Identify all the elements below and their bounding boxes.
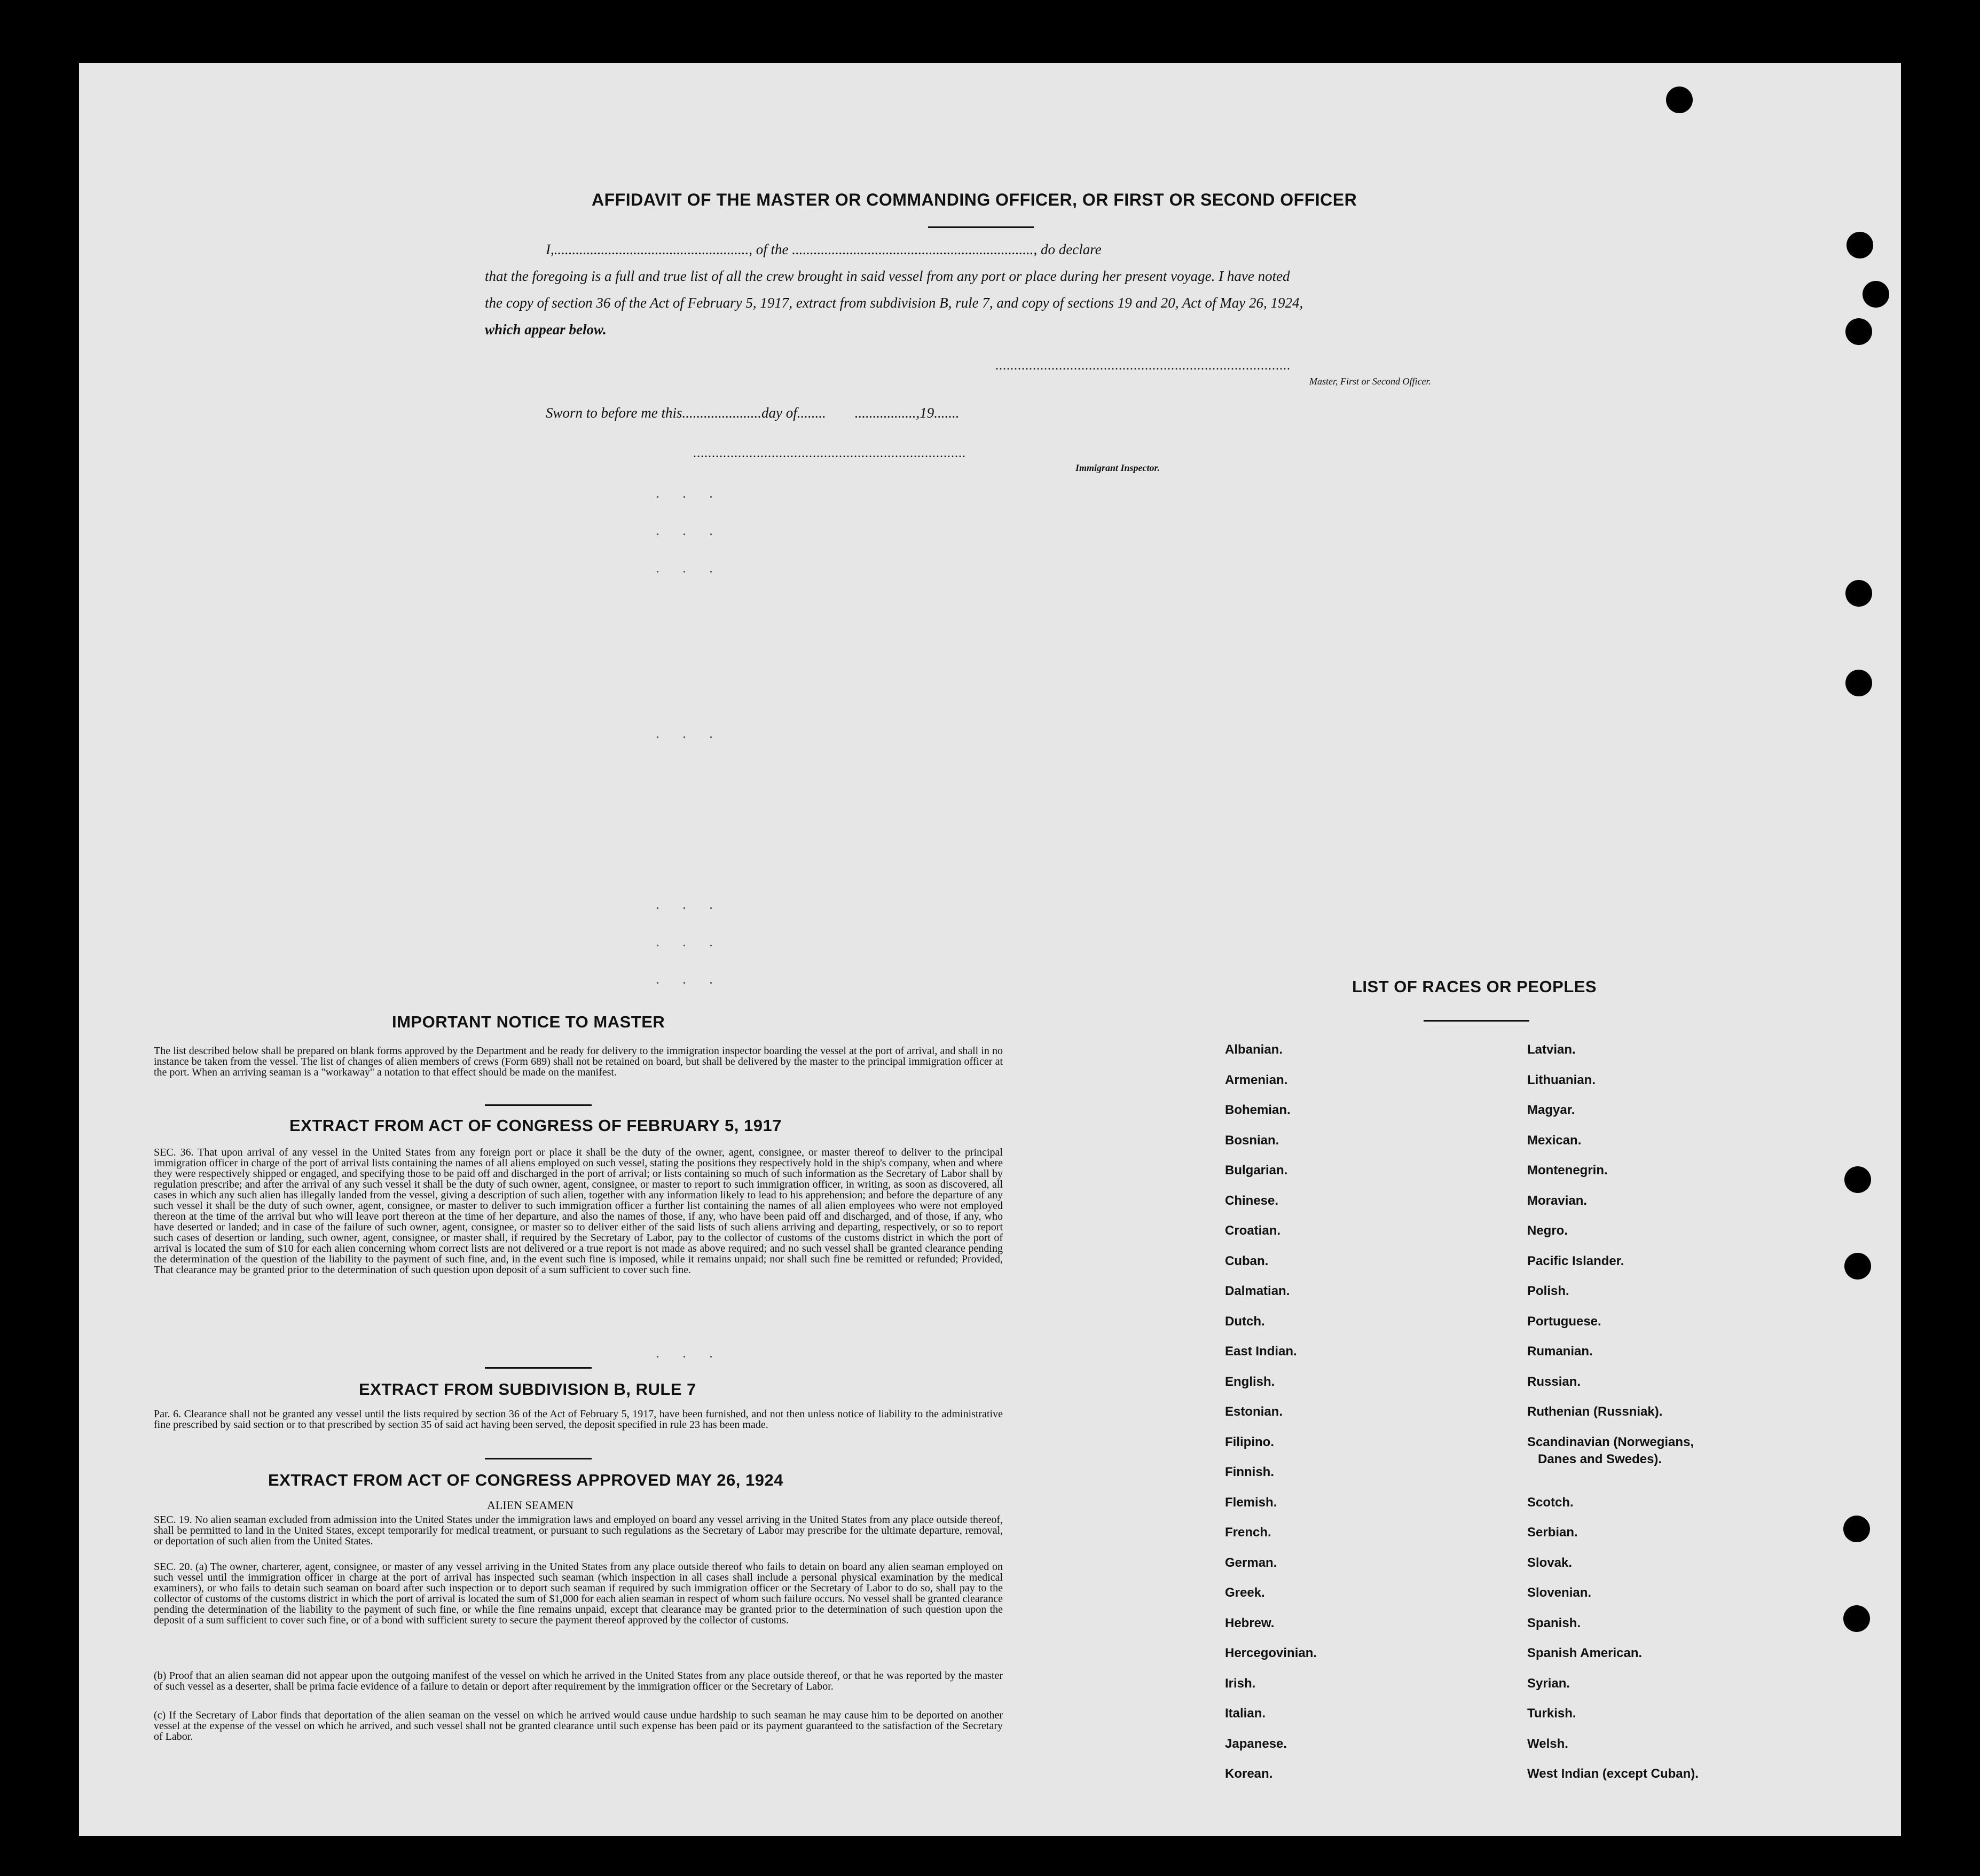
section-19-text: SEC. 19. No alien seaman excluded from admission into the United States under the immigration laws and employed on board any vessel arriving in the United States from any place outside thereof, shall be permitted to land in the United States, except temporarily for medical treatment, or pursuant to such regulations as the Secretary of Labor may prescribe for the ultimate departure, removal, or deportation of such alien from the United States. — [154, 1514, 1003, 1547]
extract-1917-title: EXTRACT FROM ACT OF CONGRESS OF FEBRUARY 5, 1917 — [289, 1116, 782, 1135]
punch-hole — [1844, 1166, 1871, 1193]
master-signature-label: Master, First or Second Officer. — [1309, 376, 1431, 387]
races-left-column — [1225, 1042, 1317, 1797]
dotted-guide: . . . — [656, 896, 722, 913]
race-item: English. — [1225, 1374, 1275, 1389]
alien-seamen-subtitle: ALIEN SEAMEN — [487, 1498, 573, 1512]
section-divider — [485, 1458, 592, 1459]
race-item: Russian. — [1527, 1374, 1581, 1389]
race-item: Cuban. — [1225, 1253, 1269, 1268]
extract-1924-title: EXTRACT FROM ACT OF CONGRESS APPROVED MAY 26, 1924 — [268, 1471, 783, 1489]
race-item: Dalmatian. — [1225, 1284, 1290, 1298]
section-20a-text: SEC. 20. (a) The owner, charterer, agent, consignee, or master of any vessel arriving in the United States from any place outside thereof who fails to detain on board any alien seaman employed on such vessel until the immigration officer in charge at the port of arrival has inspected such seaman (which inspection in all cases shall include a personal physical examination by the medical examiners), or who fails to detain such seaman on board after such inspection or to deport such seaman if required by such immigration officer or the Secretary of Labor to do so, shall pay to the collector of customs of the customs district in which the port of arrival is located the sum of $1,000 for each alien seaman in respect of whom such failure occurs. No vessel shall be granted clearance pending the determination of the liability to the payment of such fine, or while the fine remains unpaid, except that clearance may be granted prior to the determination of such question upon the deposit of a sum sufficient to cover such fine, or of a bond with sufficient surety to secure the payment thereof approved by the collector of customs. — [154, 1561, 1003, 1626]
punch-hole — [1863, 281, 1889, 308]
race-item: Turkish. — [1527, 1706, 1576, 1721]
affidavit-text: the copy of section 36 of the Act of February 5, 1917, extract from subdivision B, rule 7, and copy of sections 19 and 20, Act of May 26, 1924, — [485, 295, 1303, 311]
master-signature-field[interactable]: ............................................................................... — [995, 359, 1291, 373]
subdivision-b-title: EXTRACT FROM SUBDIVISION B, RULE 7 — [359, 1380, 696, 1399]
race-item: Portuguese. — [1527, 1314, 1601, 1329]
punch-hole — [1843, 1605, 1870, 1632]
race-item: Syrian. — [1527, 1676, 1570, 1691]
race-item: Slovak. — [1527, 1555, 1573, 1570]
race-item: Spanish American. — [1527, 1646, 1643, 1660]
race-item: Slovenian. — [1527, 1585, 1592, 1600]
race-item: Flemish. — [1225, 1495, 1277, 1510]
race-item: Mexican. — [1527, 1133, 1582, 1148]
punch-hole — [1844, 1253, 1871, 1280]
dotted-guide: . . . — [656, 485, 722, 501]
race-item: Rumanian. — [1527, 1344, 1593, 1359]
affidavit-title: AFFIDAVIT OF THE MASTER OR COMMANDING OFFICER, OR FIRST OR SECOND OFFICER — [592, 190, 1357, 209]
race-item: Bulgarian. — [1225, 1163, 1288, 1178]
race-item: Hercegovinian. — [1225, 1646, 1317, 1660]
dotted-guide: . . . — [656, 522, 722, 539]
punch-hole — [1845, 670, 1872, 696]
race-item: Lithuanian. — [1527, 1072, 1596, 1087]
inspector-signature-field[interactable]: ......................................................................... — [693, 446, 966, 460]
races-divider — [1424, 1020, 1529, 1022]
section-divider — [485, 1104, 592, 1106]
race-item: Korean. — [1225, 1767, 1273, 1781]
vessel-label: of the — [756, 241, 789, 257]
race-item: Negro. — [1527, 1223, 1568, 1238]
race-item: Montenegrin. — [1527, 1163, 1608, 1178]
section-divider — [485, 1367, 592, 1369]
declarant-label: I, — [546, 241, 554, 257]
race-item: Hebrew. — [1225, 1615, 1275, 1630]
race-item: Dutch. — [1225, 1314, 1265, 1329]
notice-text: The list described below shall be prepared on blank forms approved by the Department and be ready for delivery to the immigration inspector boarding the vessel at the port of arrival, and shall in no instance be taken from the vessel. The list of changes of alien members of crews (Form 689) shall not be retained on board, but shall be delivered by the master to the principal immigration officer at the port. When an arriving seaman is a "workaway" a notation to that effect should be made on the manifest. — [154, 1045, 1003, 1078]
punch-hole — [1847, 232, 1873, 258]
dotted-guide: . . . — [656, 560, 722, 576]
section-20b-text: (b) Proof that an alien seaman did not appear upon the outgoing manifest of the vessel on which he arrived in the United States from any place outside thereof, or that he was reported by the master of such vessel as a deserter, shall be prima facie evidence of a failure to detain or deport after requirement by the immigration officer or the Secretary of Labor. — [154, 1670, 1003, 1692]
race-item: Spanish. — [1527, 1615, 1581, 1630]
race-item: Croatian. — [1225, 1223, 1281, 1238]
races-title: LIST OF RACES OR PEOPLES — [1352, 977, 1597, 996]
dotted-guide: . . . — [656, 933, 722, 950]
vessel-name-field[interactable]: ..................................................................., — [792, 241, 1038, 257]
race-item: Latvian. — [1527, 1042, 1576, 1057]
race-item: Polish. — [1527, 1284, 1569, 1298]
race-item: Estonian. — [1225, 1404, 1283, 1419]
race-item: Filipino. — [1225, 1434, 1274, 1449]
race-item: Pacific Islander. — [1527, 1253, 1624, 1268]
race-item: East Indian. — [1225, 1344, 1297, 1359]
race-item: Albanian. — [1225, 1042, 1283, 1057]
race-item: German. — [1225, 1555, 1277, 1570]
punch-hole — [1666, 87, 1693, 113]
race-item: Finnish. — [1225, 1465, 1274, 1479]
race-item: French. — [1225, 1525, 1271, 1540]
race-item: Scandinavian (Norwegians, — [1527, 1434, 1694, 1449]
race-item: Japanese. — [1225, 1736, 1287, 1751]
race-item: Danes and Swedes). — [1538, 1451, 1662, 1466]
race-item: Welsh. — [1527, 1736, 1568, 1751]
document-page — [79, 63, 1901, 1836]
punch-hole — [1843, 1516, 1870, 1542]
punch-hole — [1845, 580, 1872, 607]
affidavit-declaration-line — [546, 241, 1102, 258]
race-item: Scotch. — [1527, 1495, 1574, 1510]
race-item: Italian. — [1225, 1706, 1266, 1721]
race-item: Moravian. — [1527, 1193, 1588, 1208]
race-item: West Indian (except Cuban). — [1527, 1767, 1699, 1781]
dotted-guide: . . . — [656, 725, 722, 742]
races-right-column — [1527, 1042, 1699, 1797]
race-item: Magyar. — [1527, 1103, 1575, 1117]
race-item: Ruthenian (Russniak). — [1527, 1404, 1663, 1419]
section-20c-text: (c) If the Secretary of Labor finds that deportation of the alien seaman on the vessel on which he arrived would cause undue hardship to such seaman he may cause him to be deported on another vessel at the expense of the vessel on which he arrived, and such vessel shall not be granted clearance until such expense has been paid or its payment guaranteed to the satisfaction of the Secretary of Labor. — [154, 1709, 1003, 1742]
race-item: Armenian. — [1225, 1072, 1288, 1087]
dotted-guide: . . . — [656, 1345, 722, 1361]
affidavit-text: that the foregoing is a full and true list of all the crew brought in said vessel from any port or place during her present voyage. I have noted — [485, 268, 1290, 284]
race-item: Bohemian. — [1225, 1103, 1291, 1117]
inspector-signature-label: Immigrant Inspector. — [1075, 462, 1160, 473]
race-item: Greek. — [1225, 1585, 1265, 1600]
dotted-guide: . . . — [656, 971, 722, 987]
race-item: Chinese. — [1225, 1193, 1279, 1208]
race-item: Bosnian. — [1225, 1133, 1279, 1148]
declare-label: do declare — [1041, 241, 1102, 257]
notice-title: IMPORTANT NOTICE TO MASTER — [392, 1012, 665, 1031]
race-item: Irish. — [1225, 1676, 1256, 1691]
affidavit-text: which appear below. — [485, 321, 607, 337]
sworn-line[interactable]: Sworn to before me this......................day of........ .................,19....... — [546, 405, 960, 421]
race-item: Serbian. — [1527, 1525, 1578, 1540]
title-divider — [928, 226, 1034, 228]
declarant-name-field[interactable]: ......................................................, — [554, 241, 752, 257]
subdivision-b-text: Par. 6. Clearance shall not be granted any vessel until the lists required by section 36 of the Act of February 5, 1917, have been furnished, and not then unless notice of liability to the administrative fine prescribed by said section or to that prescribed by section 35 of said act having been served, the deposit specified in rule 23 has been made. — [154, 1408, 1003, 1431]
punch-hole — [1845, 318, 1872, 345]
extract-1917-text: SEC. 36. That upon arrival of any vessel in the United States from any foreign port or place it shall be the duty of the owner, agent, consignee, or master thereof to deliver to the principal immigration officer in charge of the port of arrival lists containing the names of all aliens employed on such vessel, stating the positions they respectively hold in the ship's company, when and where they were respectively shipped or engaged, and specifying those to be paid off and discharged in the port of arrival; or lists containing so much of such information as the Secretary of Labor shall by regulation prescribe; and after the arrival of any such vessel it shall be the duty of such owner, agent, consignee, or master to report to such immigration officer, in writing, as soon as discovered, all cases in which any such alien has illegally landed from the vessel, giving a description of such alien, together with any information likely to lead to his apprehension; and before the departure of any such vessel it shall be the duty of such owner, agent, consignee, or master to deliver to such immigration officer a further list containing the names of all alien employees who were not employed thereon at the time of the arrival but who will leave port thereon at the time of her departure, and also the names of those, if any, who have been paid off and discharged, and of those, if any, who have deserted or landed; and in case of the failure of such owner, agent, consignee, or master so to deliver either of the said lists of such aliens arriving and departing, respectively, or so to report such cases of desertion or landing, such owner, agent, consignee, or master shall, if required by the Secretary of Labor, pay to the collector of customs of the customs district in which the port of arrival is located the sum of $10 for each alien concerning whom correct lists are not delivered or a true report is not made as above required; and no such vessel shall be granted clearance pending the determination of the question of the liability to the payment of such fine, and, in the event such fine is imposed, while it remains unpaid; nor shall such fine be remitted or refunded; Provided, That clearance may be granted prior to the determination of such question upon deposit of a sum sufficient to cover such fine. — [154, 1147, 1003, 1276]
